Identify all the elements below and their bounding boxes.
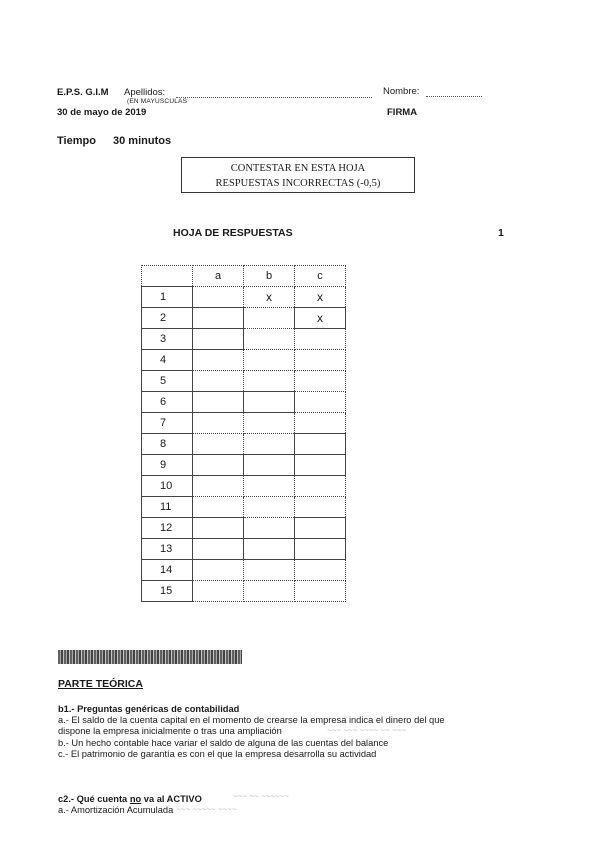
column-header-c: c <box>295 266 346 287</box>
row-number: 9 <box>142 455 193 476</box>
answer-cell-c[interactable] <box>295 371 346 392</box>
row-number: 2 <box>142 308 193 329</box>
answer-cell-c[interactable] <box>295 392 346 413</box>
row-number: 11 <box>142 497 193 518</box>
exam-date: 30 de mayo de 2019 <box>57 107 147 118</box>
answer-cell-a[interactable] <box>193 287 244 308</box>
row-number: 1 <box>142 287 193 308</box>
redacted-text-strip <box>58 650 242 664</box>
answer-cell-a[interactable] <box>193 455 244 476</box>
row-number: 3 <box>142 329 193 350</box>
answer-row <box>142 329 346 350</box>
answer-cell-b[interactable] <box>244 371 295 392</box>
answer-cell-a[interactable] <box>193 350 244 371</box>
answer-row <box>142 392 346 413</box>
answer-table <box>141 265 346 602</box>
answer-cell-c[interactable] <box>295 329 346 350</box>
answer-cell-a[interactable] <box>193 329 244 350</box>
handwritten-note: ~~~ ~~ ~~~~~~ <box>233 792 289 801</box>
question-1-title: b1.- Preguntas genéricas de contabilidad <box>58 704 240 714</box>
answer-row <box>142 497 346 518</box>
answer-cell-c[interactable] <box>295 497 346 518</box>
answer-cell-c[interactable] <box>295 434 346 455</box>
row-number: 15 <box>142 581 193 602</box>
answer-cell-a[interactable] <box>193 476 244 497</box>
answer-cell-b[interactable] <box>244 392 295 413</box>
answer-table-header <box>142 266 346 287</box>
answer-cell-c[interactable] <box>295 413 346 434</box>
answer-row <box>142 560 346 581</box>
apellidos-label: Apellidos: <box>124 87 166 98</box>
answer-row <box>142 371 346 392</box>
question-2-title-no: no <box>129 794 142 804</box>
answer-cell-a[interactable] <box>193 539 244 560</box>
row-number: 7 <box>142 413 193 434</box>
question-2-title-post: va al ACTIVO <box>141 794 202 804</box>
mayusculas-note: (EN MAYUSCULAS <box>127 98 188 105</box>
answer-cell-b[interactable] <box>244 308 295 329</box>
header-corner <box>142 266 193 287</box>
answer-cell-c[interactable] <box>295 350 346 371</box>
column-header-b: b <box>244 266 295 287</box>
question-2-title-pre: c2.- Qué cuenta <box>58 794 130 804</box>
handwritten-note: ~~~ ~~~ ~~~~ ~~ ~~~ <box>327 726 406 735</box>
answer-sheet-title: HOJA DE RESPUESTAS <box>173 227 293 239</box>
question-1-option-a: a.- El saldo de la cuenta capital en el momento de crearse la empresa indica el dinero del que <box>58 715 445 725</box>
row-number: 12 <box>142 518 193 539</box>
answer-cell-b[interactable] <box>244 476 295 497</box>
apellidos-field[interactable] <box>176 97 372 98</box>
answer-cell-a[interactable] <box>193 434 244 455</box>
row-number: 8 <box>142 434 193 455</box>
answer-cell-b[interactable] <box>244 539 295 560</box>
question-1-option-c: c.- El patrimonio de garantía es con el que la empresa desarrolla su actividad <box>58 749 377 759</box>
page-number: 1 <box>498 227 504 239</box>
answer-row <box>142 287 346 308</box>
tiempo-label: Tiempo <box>57 135 96 147</box>
answer-row <box>142 434 346 455</box>
answer-cell-b[interactable] <box>244 350 295 371</box>
row-number: 5 <box>142 371 193 392</box>
answer-row <box>142 539 346 560</box>
row-number: 13 <box>142 539 193 560</box>
answer-cell-a[interactable] <box>193 518 244 539</box>
question-1-option-a-cont: dispone la empresa inicialmente o tras una ampliación <box>58 726 282 736</box>
row-number: 10 <box>142 476 193 497</box>
question-2-option-a: a.- Amortización Acumulada <box>58 805 174 815</box>
answer-row <box>142 581 346 602</box>
row-number: 6 <box>142 392 193 413</box>
theory-heading: PARTE TEÓRICA <box>58 678 143 690</box>
answer-cell-b[interactable] <box>244 413 295 434</box>
answer-cell-c[interactable]: x <box>295 308 346 329</box>
answer-row <box>142 308 346 329</box>
answer-cell-c[interactable]: x <box>295 287 346 308</box>
answer-cell-b[interactable] <box>244 581 295 602</box>
answer-cell-a[interactable] <box>193 581 244 602</box>
school-label: E.P.S. G.I.M <box>57 87 109 98</box>
answer-cell-c[interactable] <box>295 476 346 497</box>
handwritten-note: ~~~ ~~~~~ ~~~~ <box>176 805 237 814</box>
answer-cell-b[interactable] <box>244 497 295 518</box>
answer-cell-b[interactable] <box>244 434 295 455</box>
notice-box <box>181 157 415 193</box>
answer-cell-c[interactable] <box>295 518 346 539</box>
answer-cell-c[interactable] <box>295 455 346 476</box>
row-number: 14 <box>142 560 193 581</box>
notice-line-1: CONTESTAR EN ESTA HOJA <box>230 163 366 174</box>
answer-cell-a[interactable] <box>193 308 244 329</box>
answer-row <box>142 455 346 476</box>
answer-cell-a[interactable] <box>193 413 244 434</box>
nombre-field[interactable] <box>426 96 482 97</box>
answer-cell-b[interactable] <box>244 455 295 476</box>
answer-cell-c[interactable] <box>295 539 346 560</box>
question-1-option-b: b.- Un hecho contable hace variar el saldo de alguna de las cuentas del balance <box>58 738 389 748</box>
answer-cell-c[interactable] <box>295 581 346 602</box>
answer-cell-b[interactable]: x <box>244 287 295 308</box>
answer-cell-b[interactable] <box>244 329 295 350</box>
row-number: 4 <box>142 350 193 371</box>
answer-cell-b[interactable] <box>244 518 295 539</box>
answer-cell-b[interactable] <box>244 560 295 581</box>
nombre-label: Nombre: <box>383 86 420 97</box>
column-header-a: a <box>193 266 244 287</box>
answer-cell-a[interactable] <box>193 560 244 581</box>
question-2-title <box>58 794 202 804</box>
answer-cell-a[interactable] <box>193 371 244 392</box>
notice-line-2: RESPUESTAS INCORRECTAS (-0,5) <box>215 178 381 189</box>
firma-label: FIRMA <box>387 107 418 118</box>
answer-cell-a[interactable] <box>193 497 244 518</box>
tiempo-value: 30 minutos <box>113 135 172 147</box>
answer-cell-c[interactable] <box>295 560 346 581</box>
answer-row <box>142 476 346 497</box>
answer-row <box>142 350 346 371</box>
answer-row <box>142 518 346 539</box>
answer-row <box>142 413 346 434</box>
answer-cell-a[interactable] <box>193 392 244 413</box>
